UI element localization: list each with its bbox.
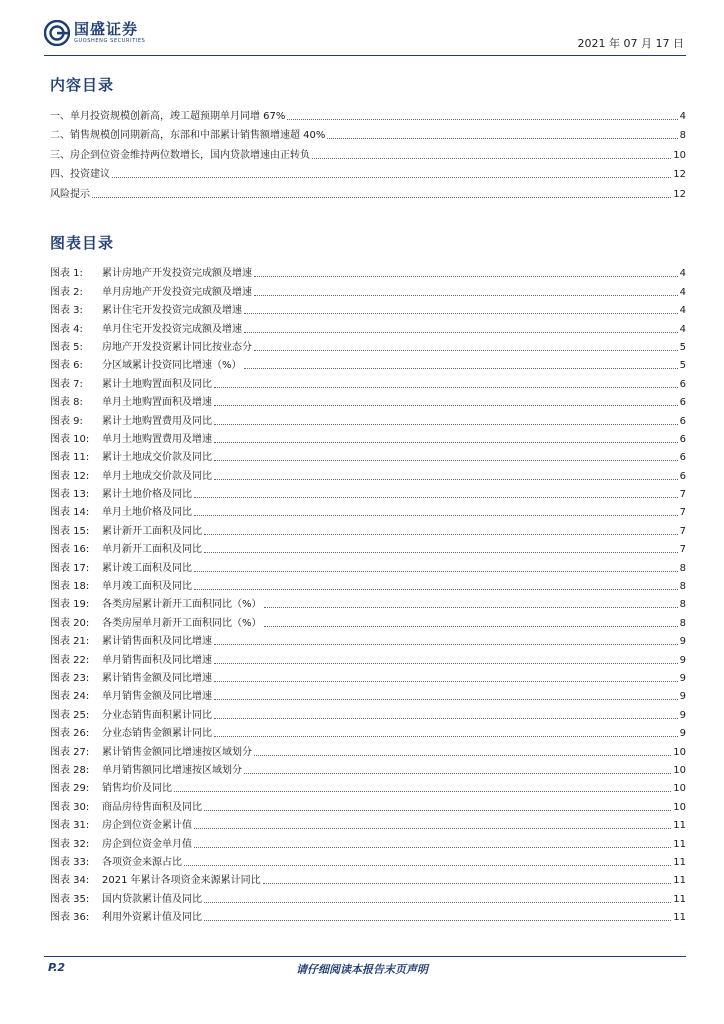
figure-entry-label: 单月新开工面积及同比 [102, 544, 202, 556]
figure-entry-page: 6 [679, 415, 686, 427]
figure-entry-number: 图表 4: [50, 323, 83, 335]
figure-entry-label: 累计销售面积及同比增速 [102, 636, 212, 648]
figure-entry-number: 图表 25: [50, 709, 90, 721]
figure-entry[interactable] [50, 428, 686, 446]
figure-entry-page: 7 [679, 525, 686, 537]
contents-entry-page: 12 [673, 188, 686, 200]
figure-entry-number: 图表 22: [50, 654, 90, 666]
figure-entry-number: 图表 16: [50, 544, 90, 556]
figure-entry-leader [244, 773, 671, 774]
figure-entry-label: 房地产开发投资累计同比按业态分 [102, 341, 252, 353]
contents-entry-leader [312, 158, 671, 159]
figure-entry-number: 图表 17: [50, 562, 90, 574]
report-date: 2021 年 07 月 17 日 [577, 37, 684, 50]
figure-entry-number: 图表 29: [50, 783, 90, 795]
figure-entry-leader [214, 460, 678, 461]
logo-name-en: GUOSHENG SECURITIES [74, 38, 146, 44]
figure-entry-page: 8 [679, 562, 686, 574]
figure-entry-page: 11 [673, 875, 686, 887]
figure-entry-number: 图表 15: [50, 525, 90, 537]
page-header [44, 18, 686, 54]
figure-entry-label: 分区域累计投资同比增速（%） [102, 360, 242, 372]
figure-entry-leader [263, 883, 672, 884]
figure-entry-number: 图表 19: [50, 599, 90, 611]
figure-entry[interactable] [50, 556, 686, 574]
figure-entry-leader [214, 663, 678, 664]
figure-entry[interactable] [50, 685, 686, 703]
figure-entry-leader [204, 810, 671, 811]
figure-entry-leader [244, 368, 678, 369]
figure-entry-page: 11 [673, 856, 686, 868]
figure-entry[interactable] [50, 317, 686, 335]
contents-entry-page: 8 [679, 130, 686, 141]
figure-entry-page: 6 [679, 452, 686, 464]
figure-entry-leader [214, 699, 678, 700]
figure-entry-number: 图表 21: [50, 636, 90, 648]
figure-entry[interactable] [50, 759, 686, 777]
figure-entry[interactable] [50, 832, 686, 850]
figure-entry-number: 图表 10: [50, 433, 90, 445]
figure-entry-label: 房企到位资金累计值 [102, 820, 192, 832]
contents-entry[interactable] [50, 181, 686, 201]
figure-entry-page: 4 [679, 268, 686, 280]
figure-entry-leader [244, 313, 678, 314]
figure-entry-number: 图表 20: [50, 617, 90, 629]
figure-entry[interactable] [50, 336, 686, 354]
figure-entry-page: 5 [679, 360, 686, 372]
figure-entry[interactable] [50, 740, 686, 758]
figure-entry-leader [254, 350, 678, 351]
figure-entry-label: 累计土地成交价款及同比 [102, 452, 212, 464]
figure-entry-label: 累计房地产开发投资完成额及增速 [102, 268, 252, 280]
figure-entry-leader [214, 681, 678, 682]
figure-entry-page: 9 [679, 691, 686, 703]
figure-entry-label: 国内贷款累计值及同比 [102, 893, 202, 905]
figure-entry[interactable] [50, 519, 686, 537]
figure-entry[interactable] [50, 409, 686, 427]
contents-entry-leader [287, 119, 677, 120]
figure-entry-page: 10 [673, 746, 686, 758]
figure-entry-page: 10 [673, 764, 686, 776]
contents-entry-label: 四、投资建议 [50, 169, 110, 180]
figure-entry-label: 单月房地产开发投资完成额及增速 [102, 286, 252, 298]
figure-entry-page: 11 [673, 838, 686, 850]
figure-entry[interactable] [50, 464, 686, 482]
header-divider [44, 55, 686, 56]
figure-entry-page: 7 [679, 489, 686, 501]
figure-entry-page: 4 [679, 286, 686, 298]
figure-entry-number: 图表 35: [50, 893, 90, 905]
figure-entry-leader [214, 479, 678, 480]
figure-entry-leader [264, 626, 678, 627]
figure-entry-page: 9 [679, 728, 686, 740]
figure-entry-label: 各类房屋累计新开工面积同比（%） [102, 599, 262, 611]
contents-entry-leader [327, 138, 677, 139]
figure-entry[interactable] [50, 354, 686, 372]
figure-entry-number: 图表 32: [50, 838, 90, 850]
figure-entry[interactable] [50, 483, 686, 501]
figure-entry-leader [254, 276, 678, 277]
contents-entry-leader [112, 177, 671, 178]
figure-entry-leader [214, 424, 678, 425]
contents-entry[interactable] [50, 162, 686, 182]
figure-entry-page: 6 [679, 397, 686, 409]
figure-entry-page: 10 [673, 783, 686, 795]
figure-entry[interactable] [50, 299, 686, 317]
figure-entry[interactable] [50, 667, 686, 685]
figure-entry-number: 图表 14: [50, 507, 90, 519]
disclaimer-note: 请仔细阅读本报告末页声明 [296, 963, 428, 976]
figure-entry[interactable] [50, 575, 686, 593]
figure-entry-page: 9 [679, 636, 686, 648]
figure-entry-leader [214, 442, 678, 443]
figure-entry-leader [204, 534, 678, 535]
figure-entry-page: 4 [679, 305, 686, 317]
page-number: P.2 [48, 961, 66, 974]
logo-name-cn: 国盛证券 [74, 20, 139, 38]
contents-entry-label: 风险提示 [50, 188, 90, 200]
figure-entry-number: 图表 27: [50, 746, 90, 758]
figure-entry-label: 单月土地购置面积及增速 [102, 397, 212, 409]
figure-entry-label: 单月销售金额及同比增速 [102, 691, 212, 703]
figure-entry-number: 图表 11: [50, 452, 90, 464]
figure-entry[interactable] [50, 630, 686, 648]
figure-entry-page: 6 [679, 470, 686, 482]
figure-entry[interactable] [50, 372, 686, 390]
figure-entry-page: 9 [679, 709, 686, 721]
figure-entry-number: 图表 26: [50, 728, 90, 740]
figure-entry-number: 图表 36: [50, 912, 90, 924]
figure-entry-page: 6 [679, 378, 686, 390]
figure-entry[interactable] [50, 777, 686, 795]
figure-entry-page: 7 [679, 544, 686, 556]
figure-entry-page: 4 [679, 323, 686, 335]
figure-entry-page: 6 [679, 433, 686, 445]
figures-list [50, 262, 686, 924]
figure-entry-leader [174, 791, 671, 792]
figure-entry-label: 累计土地购置面积及同比 [102, 378, 212, 390]
figure-entry-page: 7 [679, 507, 686, 519]
figure-entry-number: 图表 34: [50, 875, 90, 887]
figure-entry-label: 累计竣工面积及同比 [102, 562, 192, 574]
figure-entry-page: 9 [679, 654, 686, 666]
figure-entry-leader [214, 736, 678, 737]
figure-entry-leader [194, 497, 678, 498]
figure-entry-number: 图表 31: [50, 820, 90, 832]
figure-entry-number: 图表 30: [50, 801, 90, 813]
figure-entry[interactable] [50, 851, 686, 869]
figure-entry-label: 分业态销售金额累计同比 [102, 728, 212, 740]
figure-entry[interactable] [50, 538, 686, 556]
figure-entry[interactable] [50, 648, 686, 666]
contents-entry-page: 10 [673, 149, 686, 161]
figure-entry-label: 销售均价及同比 [102, 783, 172, 795]
figure-entry-page: 5 [679, 341, 686, 353]
figure-entry-leader [204, 920, 671, 921]
figure-entry-label: 单月住宅开发投资完成额及增速 [102, 323, 242, 335]
figure-entry-label: 累计住宅开发投资完成额及增速 [102, 305, 242, 317]
contents-title: 内容目录 [50, 76, 115, 94]
figure-entry[interactable] [50, 446, 686, 464]
figure-entry[interactable] [50, 906, 686, 924]
contents-entry-leader [92, 197, 671, 198]
figure-entry-label: 2021 年累计各项资金来源累计同比 [102, 875, 261, 887]
figure-entry-label: 各类房屋单月新开工面积同比（%） [102, 617, 262, 629]
figure-entry-number: 图表 24: [50, 691, 90, 703]
figure-entry-leader [194, 828, 671, 829]
figure-entry-number: 图表 23: [50, 672, 90, 684]
figure-entry[interactable] [50, 703, 686, 721]
figure-entry-label: 累计新开工面积及同比 [102, 525, 202, 537]
figure-entry[interactable] [50, 722, 686, 740]
figure-entry-number: 图表 12: [50, 470, 90, 482]
figure-entry-page: 11 [673, 893, 686, 905]
figure-entry-leader [194, 589, 678, 590]
figure-entry-label: 单月销售额同比增速按区域划分 [102, 764, 242, 776]
figure-entry[interactable] [50, 611, 686, 629]
figure-entry[interactable] [50, 795, 686, 813]
figure-entry-page: 10 [673, 801, 686, 813]
logo-mark-icon [44, 20, 70, 46]
figure-entry-leader [194, 847, 671, 848]
figure-entry[interactable] [50, 262, 686, 280]
figure-entry-label: 单月土地价格及同比 [102, 507, 192, 519]
figure-entry-number: 图表 18: [50, 581, 90, 593]
figure-entry-label: 商品房待售面积及同比 [102, 801, 202, 813]
contents-entry[interactable] [50, 103, 686, 123]
company-logo [44, 20, 145, 46]
figure-entry[interactable] [50, 391, 686, 409]
figure-entry-label: 单月竣工面积及同比 [102, 581, 192, 593]
footer-divider [44, 956, 686, 957]
figure-entry[interactable] [50, 593, 686, 611]
figure-entry-leader [214, 387, 678, 388]
figure-entry-label: 利用外资累计值及同比 [102, 912, 202, 924]
figure-entry-number: 图表 3: [50, 305, 83, 317]
figure-entry-leader [204, 902, 671, 903]
figure-entry-number: 图表 7: [50, 378, 83, 390]
figure-entry-label: 单月销售面积及同比增速 [102, 654, 212, 666]
figure-entry-leader [214, 644, 678, 645]
figure-entry-leader [214, 405, 678, 406]
figure-entry-number: 图表 9: [50, 415, 83, 427]
contents-entry-page: 4 [679, 110, 686, 122]
figure-entry-leader [254, 295, 678, 296]
figure-entry-number: 图表 33: [50, 856, 90, 868]
figure-entry-label: 单月土地购置费用及增速 [102, 433, 212, 445]
figure-entry[interactable] [50, 501, 686, 519]
figure-entry-label: 分业态销售面积累计同比 [102, 709, 212, 721]
figure-entry-leader [244, 332, 678, 333]
figure-entry-label: 房企到位资金单月值 [102, 838, 192, 850]
figure-entry-leader [214, 718, 678, 719]
figure-entry-number: 图表 13: [50, 489, 90, 501]
figure-entry-leader [194, 571, 678, 572]
figure-entry-page: 11 [673, 820, 686, 832]
contents-entry-label: 三、房企到位资金维持两位数增长，国内贷款增速由正转负 [50, 149, 310, 161]
figure-entry-label: 各项资金来源占比 [102, 856, 182, 868]
figure-entry-number: 图表 1: [50, 268, 83, 280]
figure-entry-leader [264, 607, 678, 608]
contents-entry-label: 二、销售规模创同期新高，东部和中部累计销售额增速超 40% [50, 130, 326, 141]
figure-entry-number: 图表 2: [50, 286, 83, 298]
figure-entry-page: 11 [673, 912, 686, 924]
figure-entry-leader [254, 755, 671, 756]
figure-entry-number: 图表 6: [50, 360, 83, 372]
figure-entry-number: 图表 5: [50, 341, 83, 353]
figure-entry-page: 8 [679, 599, 686, 611]
contents-entry[interactable] [50, 142, 686, 162]
figure-entry[interactable] [50, 280, 686, 298]
contents-entry-page: 12 [673, 169, 686, 180]
figure-entry-label: 累计土地购置费用及同比 [102, 415, 212, 427]
figure-entry[interactable] [50, 887, 686, 905]
figure-entry-label: 累计销售金额及同比增速 [102, 672, 212, 684]
figure-entry-leader [204, 552, 678, 553]
figure-entry-label: 累计土地价格及同比 [102, 489, 192, 501]
figure-entry-page: 8 [679, 617, 686, 629]
figure-entry-label: 累计销售金额同比增速按区域划分 [102, 746, 252, 758]
figure-entry-label: 单月土地成交价款及同比 [102, 470, 212, 482]
figure-entry[interactable] [50, 869, 686, 887]
figure-entry-number: 图表 8: [50, 397, 83, 409]
figure-entry-number: 图表 28: [50, 764, 90, 776]
figure-entry-leader [194, 515, 678, 516]
contents-entry-label: 一、单月投资规模创新高，竣工超预期单月同增 67% [50, 110, 286, 122]
figure-entry-page: 9 [679, 672, 686, 684]
figure-entry[interactable] [50, 814, 686, 832]
figure-entry-leader [184, 865, 671, 866]
figure-entry-page: 8 [679, 581, 686, 593]
contents-entry[interactable] [50, 123, 686, 143]
contents-list [50, 103, 686, 201]
figures-title: 图表目录 [50, 234, 115, 252]
